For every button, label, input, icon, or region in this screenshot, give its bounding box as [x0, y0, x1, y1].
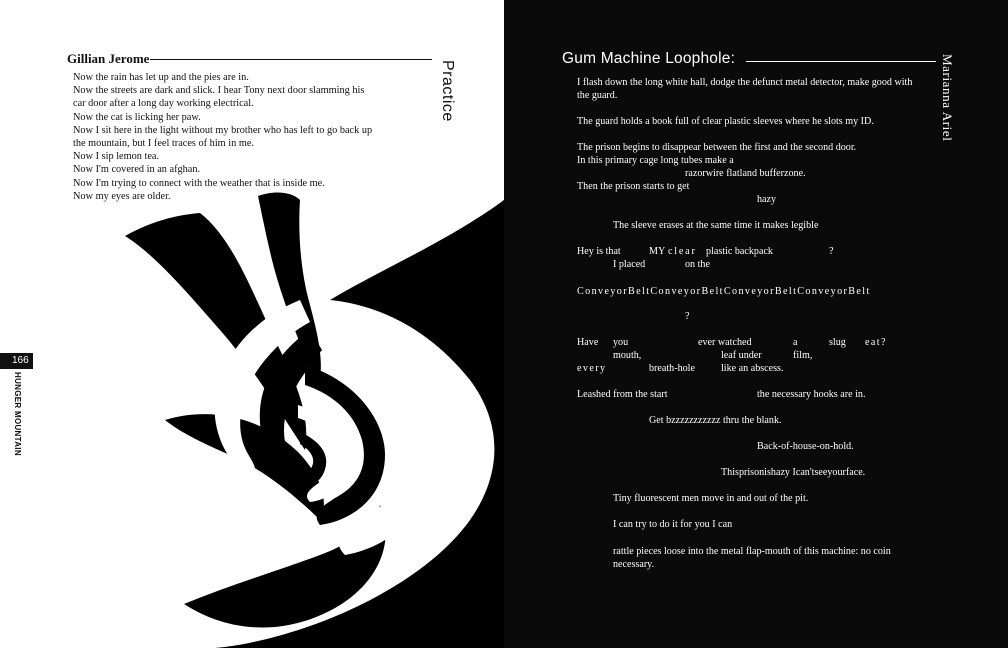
title-rule — [150, 59, 432, 60]
poem-line: I flash down the long white hall, dodge the defunct metal detector, make good with — [577, 77, 913, 88]
poem-word: mouth, — [613, 350, 642, 361]
poem-word: Have — [577, 337, 599, 348]
poem-line: Now I'm trying to connect with the weather that is inside me. — [73, 177, 325, 189]
poem-word: ever watched — [698, 337, 752, 348]
poem-line: Get bzzzzzzzzzzz thru the blank. — [649, 415, 782, 426]
poem-word: leaf under — [721, 350, 762, 361]
poem-word: a — [793, 337, 798, 348]
title-rule-right — [746, 61, 936, 62]
poem-word: I placed — [613, 259, 646, 270]
poem-title-right: Gum Machine Loophole: — [562, 50, 736, 67]
poem-line: Thisprisonishazy Ican'tseeyourface. — [721, 467, 866, 478]
poem-line: The sleeve erases at the same time it makes legible — [613, 220, 819, 231]
poem-title: Practice — [439, 60, 456, 122]
poem-line: Now I'm covered in an afghan. — [73, 164, 201, 176]
poem-word: Hey is that — [577, 246, 621, 257]
poem-word: the necessary hooks are in. — [757, 389, 866, 400]
journal-name: HUNGER MOUNTAIN — [13, 372, 22, 456]
poem-line: the guard. — [577, 90, 618, 101]
poem-word: you — [613, 337, 629, 348]
poem-word: like an abscess. — [721, 363, 784, 374]
poem-line: Now I sit here in the light without my brother who has left to go back up — [73, 124, 373, 136]
poem-word: Leashed from the start — [577, 389, 668, 400]
poem-word: breath-hole — [649, 363, 695, 374]
poem-line: The guard holds a book full of clear plastic sleeves where he slots my ID. — [577, 116, 874, 127]
poem-line: Now the streets are dark and slick. I hear Tony next door slamming his — [73, 85, 365, 97]
poem-word: ? — [685, 311, 690, 322]
poem-word: on the — [685, 259, 710, 270]
poem-word: hazy — [757, 194, 777, 205]
poem-line: Now my eyes are older. — [73, 190, 171, 202]
poem-line: razorwire flatland bufferzone. — [685, 168, 806, 179]
poem-author-right: Marianna Ariel — [940, 54, 955, 142]
poem-line: Now I sip lemon tea. — [73, 151, 160, 163]
poem-line: ConveyorBeltConveyorBeltConveyorBeltConveyorBelt — [577, 286, 871, 297]
page-number: 166 — [0, 353, 33, 369]
poem-word: every — [577, 363, 607, 374]
poem-line: Now the rain has let up and the pies are in. — [73, 72, 249, 83]
poem-word: ? — [829, 246, 834, 257]
poem-line: Now the cat is licking her paw. — [73, 111, 201, 123]
poem-line: car door after a long day working electrical. — [73, 98, 254, 110]
poem-line: I can try to do it for you I can — [613, 519, 733, 530]
poem-line: Then the prison starts to get — [577, 181, 690, 192]
poem-line: Tiny fluorescent men move in and out of the pit. — [613, 493, 809, 504]
poem-line: The prison begins to disappear between the first and the second door. — [577, 142, 857, 153]
poem-line: Back-of-house-on-hold. — [757, 441, 854, 452]
poem-body — [73, 71, 413, 203]
poem-word: plastic backpack — [706, 246, 773, 257]
poem-word: film, — [793, 350, 813, 361]
poem-line: In this primary cage long tubes make a — [577, 155, 734, 166]
poem-line: necessary. — [613, 559, 655, 570]
poem-word: slug — [829, 337, 846, 348]
poem-line: the mountain, but I feel traces of him in me. — [73, 138, 254, 150]
poem-word: MY — [649, 246, 666, 257]
poem-author: Gillian Jerome — [67, 51, 150, 66]
poem-word: eat? — [865, 337, 887, 348]
poem-line: rattle pieces loose into the metal flap-mouth of this machine: no coin — [613, 546, 891, 557]
poem-word: clear — [668, 246, 697, 257]
